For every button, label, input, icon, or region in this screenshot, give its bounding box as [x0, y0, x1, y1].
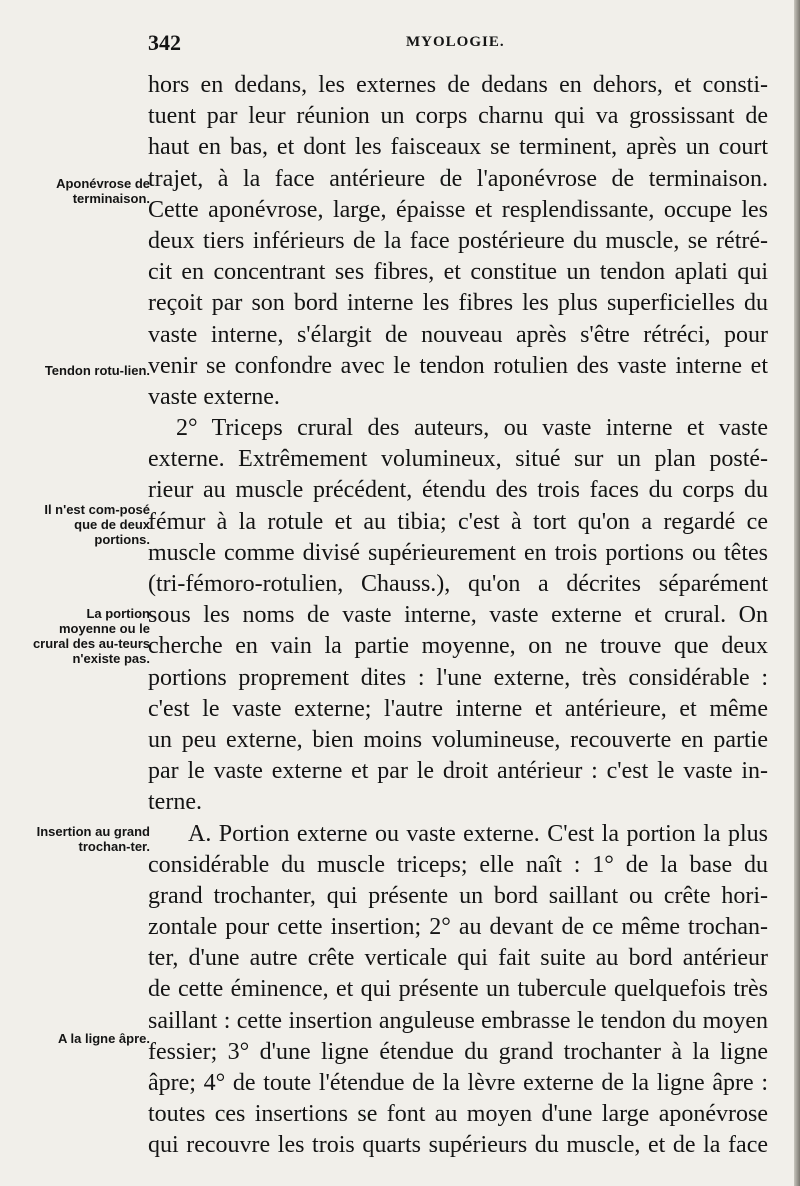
- text-line: trajet, à la face antérieure de l'aponévrose de terminaison.: [148, 165, 768, 192]
- text-line: âpre; 4° de toute l'étendue de la lèvre externe de la ligne âpre :: [148, 1070, 768, 1096]
- text-line: de cette éminence, et qui présente un tubercule quelquefois très: [148, 976, 768, 1003]
- text-line: grand trochanter, qui présente un bord saillant ou crête hori-: [148, 882, 768, 909]
- text-line: terne.: [148, 789, 202, 816]
- text-line: A. Portion externe ou vaste externe. C'est la portion la plus: [188, 820, 768, 847]
- text-line: rieur au muscle précédent, étendu des trois faces du corps du: [148, 477, 768, 504]
- text-line: considérable du muscle triceps; elle naît : 1° de la base du: [148, 851, 768, 878]
- text-line: c'est le vaste externe; l'autre interne et antérieure, et même: [148, 695, 768, 722]
- text-line: vaste externe.: [148, 383, 280, 410]
- text-line: fessier; 3° d'une ligne étendue du grand trochanter à la ligne: [148, 1038, 768, 1065]
- running-title: MYOLOGIE.: [406, 34, 505, 50]
- page-number: 342: [148, 30, 181, 55]
- margin-note: Insertion au grand trochan-ter.: [36, 824, 150, 854]
- text-line: saillant : cette insertion anguleuse embrasse le tendon du moyen: [148, 1007, 768, 1034]
- text-line: Cette aponévrose, large, épaisse et resplendissante, occupe les: [148, 196, 768, 223]
- text-line: qui recouvre les trois quarts supérieurs du muscle, et de la face: [148, 1132, 768, 1159]
- page-edge-shadow: [794, 0, 800, 1186]
- text-line: portions proprement dites : l'une externe, très considérable :: [148, 664, 768, 691]
- text-line: zontale pour cette insertion; 2° au devant de ce même trochan-: [148, 914, 768, 941]
- text-line: haut en bas, et dont les faisceaux se terminent, après un court: [148, 134, 768, 161]
- text-line: sous les noms de vaste interne, vaste externe et crural. On: [148, 602, 768, 629]
- text-line: cherche en vain la partie moyenne, on ne trouve que deux: [148, 633, 768, 660]
- text-line: venir se confondre avec le tendon rotulien des vaste interne et: [148, 352, 768, 379]
- text-line: fémur à la rotule et au tibia; c'est à tort qu'on a regardé ce: [148, 508, 768, 535]
- text-line: hors en dedans, les externes de dedans en dehors, et consti-: [148, 72, 768, 98]
- text-line: ter, d'une autre crête verticale qui fait suite au bord antérieur: [148, 945, 768, 972]
- text-line: 2° Triceps crural des auteurs, ou vaste interne et vaste: [176, 415, 768, 442]
- margin-note: A la ligne âpre.: [58, 1031, 150, 1046]
- text-line: (tri-fémoro-rotulien, Chauss.), qu'on a décrites séparément: [148, 571, 768, 597]
- margin-note: Tendon rotu-lien.: [44, 363, 150, 378]
- text-line: muscle comme divisé supérieurement en trois portions ou têtes: [148, 539, 768, 566]
- text-line: vaste interne, s'élargit de nouveau après s'être rétréci, pour: [148, 321, 768, 348]
- body-text: [148, 70, 768, 1162]
- margin-note: Aponévrose de terminaison.: [56, 176, 150, 206]
- text-line: toutes ces insertions se font au moyen d'une large aponévrose: [148, 1101, 768, 1128]
- margin-note: Il n'est com-posé que de deux portions.: [44, 502, 150, 547]
- text-line: deux tiers inférieurs de la face postérieure du muscle, se rétré-: [148, 227, 768, 254]
- page-header: [148, 30, 768, 60]
- text-line: externe. Extrêmement volumineux, situé sur un plan posté-: [148, 446, 768, 473]
- text-line: tuent par leur réunion un corps charnu qui va grossissant de: [148, 103, 768, 130]
- text-line: un peu externe, bien moins volumineuse, recouverte en partie: [148, 726, 768, 753]
- text-line: cit en concentrant ses fibres, et constitue un tendon aplati qui: [148, 259, 768, 286]
- text-line: par le vaste externe et par le droit antérieur : c'est le vaste in-: [148, 758, 768, 785]
- margin-note: La portion moyenne ou le crural des au-teurs n'existe pas.: [32, 606, 150, 666]
- text-line: reçoit par son bord interne les fibres les plus superficielles du: [148, 290, 768, 317]
